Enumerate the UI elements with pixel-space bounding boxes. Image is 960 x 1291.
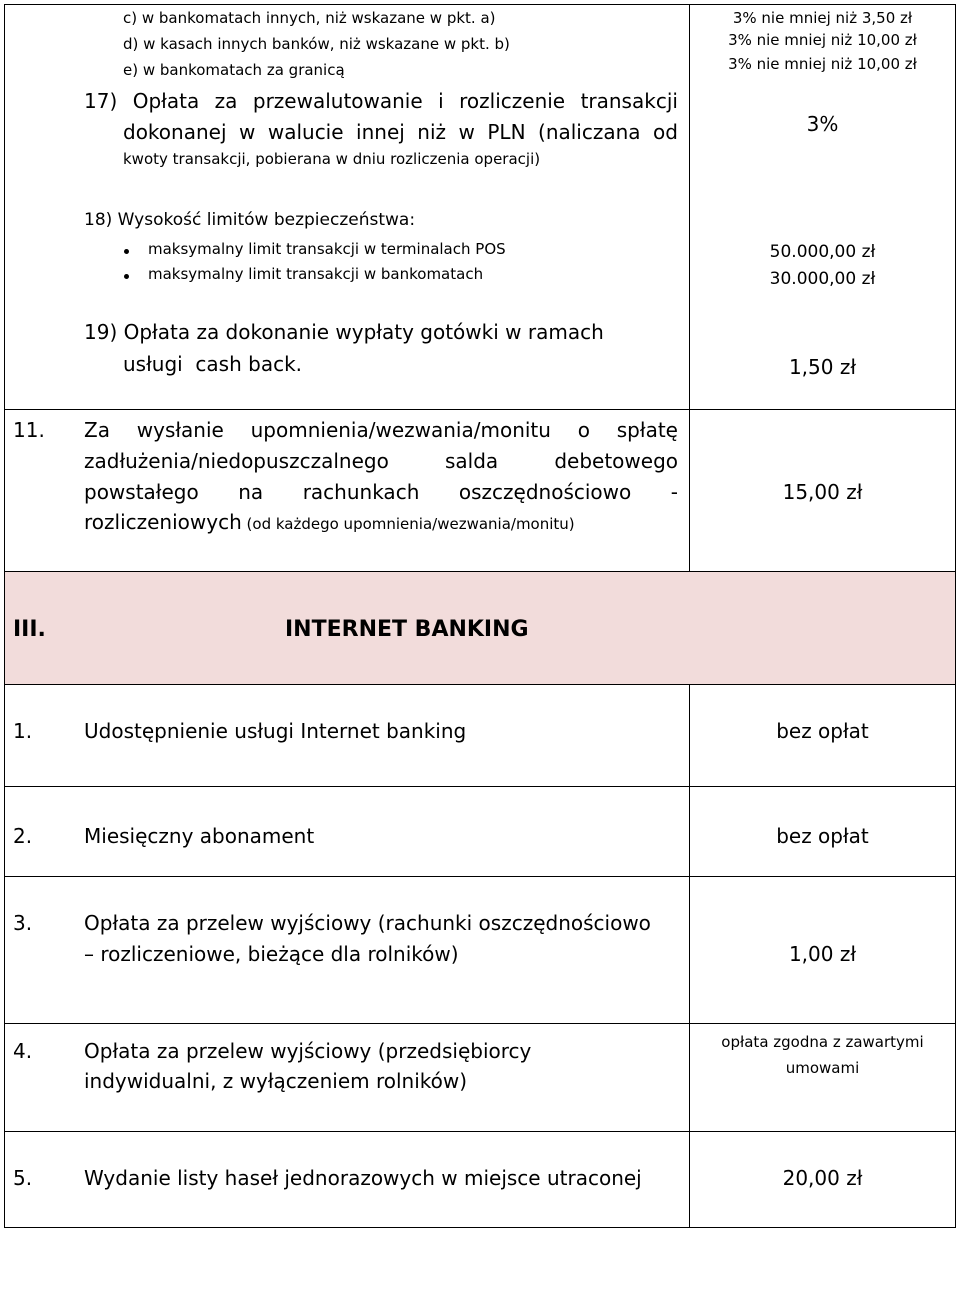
- table-border: [4, 786, 956, 787]
- bullet-icon: [124, 249, 129, 254]
- table-border: [4, 876, 956, 877]
- word: niż: [417, 120, 447, 144]
- word: w: [458, 120, 475, 144]
- item-19-line-2: usługi cash back.: [123, 352, 303, 376]
- fee-item-d: 3% nie mniej niż 10,00 zł: [728, 31, 917, 49]
- row-text: Udostępnienie usługi Internet banking: [84, 719, 467, 743]
- word: i: [438, 89, 444, 113]
- row-text: Wydanie listy haseł jednorazowych w miejsce utraconej: [84, 1166, 642, 1190]
- item-17-line-1: [84, 91, 678, 111]
- row-number: 5.: [13, 1166, 33, 1190]
- item-17-line-3: kwoty transakcji, pobierana w dniu rozliczenia operacji): [123, 150, 541, 168]
- row-11-line-1: [84, 420, 678, 440]
- word: Opłata: [132, 89, 200, 113]
- fee-item-19: 1,50 zł: [788, 355, 857, 379]
- row-11-line-3: [84, 482, 678, 502]
- word: PLN: [487, 120, 526, 144]
- word: debetowego: [554, 449, 678, 473]
- table-border: [4, 571, 956, 572]
- section-number: III.: [13, 617, 46, 642]
- fee-row-11: 15,00 zł: [782, 480, 863, 504]
- row-text: Miesięczny abonament: [84, 824, 315, 848]
- row-11-line-4-main: rozliczeniowych: [84, 510, 242, 534]
- table-border: [4, 1023, 956, 1024]
- word: Za: [84, 418, 110, 442]
- bullet-icon: [124, 274, 129, 279]
- table-border: [4, 1227, 956, 1228]
- item-18-bullet-1: maksymalny limit transakcji w terminalach POS: [148, 240, 506, 258]
- fee-item-c: 3% nie mniej niż 3,50 zł: [732, 9, 913, 27]
- word: -: [670, 480, 678, 504]
- item-d: d) w kasach innych banków, niż wskazane w pkt. b): [123, 35, 510, 53]
- section-title: INTERNET BANKING: [285, 617, 529, 642]
- row-fee: bez opłat: [776, 824, 869, 848]
- word: rozliczenie: [459, 89, 566, 113]
- row-number: 1.: [13, 719, 33, 743]
- word: powstałego: [84, 480, 199, 504]
- word: w: [239, 120, 256, 144]
- word: innej: [356, 120, 405, 144]
- fee-item-17: 3%: [806, 112, 839, 136]
- table-border: [955, 4, 956, 1228]
- row-11-line-2: [84, 451, 678, 471]
- row-11-line-4-note: (od każdego upomnienia/wezwania/monitu): [241, 515, 575, 533]
- row-text-line-2: indywidualni, z wyłączeniem rolników): [84, 1069, 468, 1093]
- fee-item-18-atm: 30.000,00 zł: [769, 269, 876, 289]
- table-border: [4, 409, 956, 410]
- row-fee: 20,00 zł: [782, 1166, 863, 1190]
- row-number: 11.: [13, 418, 45, 442]
- row-fee: bez opłat: [776, 719, 869, 743]
- row-text-line-1: Opłata za przelew wyjściowy (przedsiębiorcy: [84, 1039, 532, 1063]
- word: walucie: [267, 120, 344, 144]
- word: zadłużenia/niedopuszczalnego: [84, 449, 389, 473]
- item-17-line-2: [123, 122, 678, 142]
- word: upomnienia/wezwania/monitu: [250, 418, 551, 442]
- item-c: c) w bankomatach innych, niż wskazane w pkt. a): [123, 9, 496, 27]
- item-18-title: 18) Wysokość limitów bezpieczeństwa:: [84, 210, 416, 230]
- row-text-line-2: – rozliczeniowe, bieżące dla rolników): [84, 942, 459, 966]
- item-19-line-1: 19) Opłata za dokonanie wypłaty gotówki w ramach: [84, 320, 604, 344]
- word: na: [238, 480, 264, 504]
- table-border: [4, 4, 5, 1228]
- row-11-line-4: [84, 512, 575, 532]
- row-number: 4.: [13, 1039, 33, 1063]
- word: za: [214, 89, 238, 113]
- row-text-line-1: Opłata za przelew wyjściowy (rachunki oszczędnościowo: [84, 911, 651, 935]
- word: salda: [444, 449, 499, 473]
- item-18-bullet-2: maksymalny limit transakcji w bankomatach: [148, 265, 484, 283]
- word: przewalutowanie: [252, 89, 423, 113]
- row-fee: 1,00 zł: [788, 942, 857, 966]
- word: wysłanie: [136, 418, 224, 442]
- table-border: [4, 684, 956, 685]
- row-fee-line-1: opłata zgodna z zawartymi: [721, 1033, 924, 1051]
- item-e: e) w bankomatach za granicą: [123, 61, 345, 79]
- word: oszczędnościowo: [458, 480, 632, 504]
- word: o: [577, 418, 590, 442]
- word: 17): [84, 89, 118, 113]
- fee-item-18-pos: 50.000,00 zł: [769, 242, 876, 262]
- word: rachunkach: [302, 480, 420, 504]
- word: transakcji: [580, 89, 678, 113]
- word: spłatę: [616, 418, 678, 442]
- table-border: [4, 4, 956, 5]
- row-number: 3.: [13, 911, 33, 935]
- row-number: 2.: [13, 824, 33, 848]
- word: dokonanej: [123, 120, 227, 144]
- row-fee-line-2: umowami: [785, 1059, 860, 1077]
- word: od: [653, 120, 678, 144]
- fee-item-e: 3% nie mniej niż 10,00 zł: [728, 55, 917, 73]
- word: (naliczana: [538, 120, 641, 144]
- table-border: [4, 1131, 956, 1132]
